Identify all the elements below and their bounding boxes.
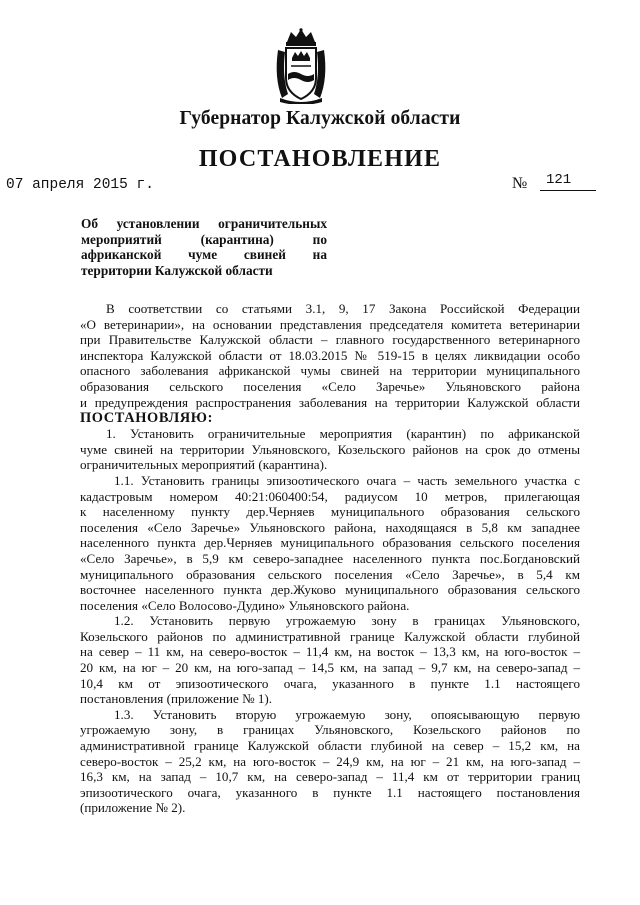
- body-line: (приложение № 2).: [80, 800, 186, 816]
- body-line: чуме свиней на территории Ульяновского, Козельского районов на срок до отмены: [80, 441, 580, 457]
- clause-1: [80, 426, 580, 473]
- document-subject: [81, 216, 327, 278]
- body-line: 1.2. Установить первую угрожаемую зону в границах Ульяновского,: [114, 613, 580, 629]
- subject-line: мероприятий (карантина) по: [81, 231, 327, 247]
- body-line: 1.1. Установить границы эпизоотического очага – часть земельного участка с: [114, 472, 580, 488]
- preamble-paragraph: [80, 301, 580, 410]
- body-line: и предупреждения распространения заболевания на территории Калужской области: [80, 394, 580, 410]
- clause-1-2: [80, 613, 580, 707]
- clause-1-1: [80, 473, 580, 613]
- body-line: поселения «Село Заречье» Ульяновского района, находящаяся в 5,8 км западнее: [80, 519, 580, 535]
- body-line: «Село Заречье», в 5,9 км северо-западнее населенного пункта пос.Богдановский: [80, 550, 580, 566]
- body-line: кадастровым номером 40:21:060400:54, радиусом 10 метров, прилегающая: [80, 488, 580, 504]
- body-line: «О ветеринарии», на основании представления председателя комитета ветеринарии: [80, 316, 580, 332]
- body-line: постановления (приложение № 1).: [80, 691, 273, 707]
- subject-line: Об установлении ограничительных: [81, 216, 327, 231]
- body-line: населенного пункта дер.Черняев муниципального образования сельского поселения: [80, 535, 580, 551]
- body-line: восточнее населенного пункта дер.Жуково муниципального образования сельского: [80, 582, 580, 598]
- body-line: 20 км, на юг – 20 км, на юго-запад – 14,5 км, на запад – 9,7 км, на северо-запад –: [80, 660, 580, 676]
- body-line: на север – 11 км, на северо-восток – 11,4 км, на восток – 13,3 км, на юго-восток –: [80, 644, 580, 660]
- body-line: при Правительстве Калужской области – главного государственного ветеринарного: [80, 332, 580, 348]
- body-line: 16,3 км, на запад – 10,7 км, на северо-запад – 11,4 км от территории границ: [80, 769, 580, 785]
- body-line: ограничительных мероприятий (карантина).: [80, 457, 328, 473]
- body-line: 1. Установить ограничительные мероприятия (карантин) по африканской: [106, 426, 580, 442]
- body-line: 1.3. Установить вторую угрожаемую зону, опоясывающую первую: [114, 706, 580, 722]
- body-line: административной границе Калужской области глубиной на север – 15,2 км, на: [80, 738, 580, 754]
- clause-1-3: [80, 707, 580, 816]
- body-line: к населенному пункту дер.Черняев муниципального образования сельского: [80, 504, 580, 520]
- document-date: 07 апреля 2015 г.: [6, 177, 154, 193]
- body-line: 10,4 км от эпизоотического очага, указанного в пункте 1.1 настоящего: [80, 675, 580, 691]
- body-line: опасного заболевания африканской чумы свиней на территории муниципального: [80, 363, 580, 379]
- body-line: образования сельского поселения «Село Заречье» Ульяновского района: [80, 378, 580, 394]
- subject-line: африканской чуме свиней на: [81, 247, 327, 263]
- document-body: [80, 301, 580, 816]
- document-number: 121: [540, 172, 596, 191]
- decree-word: ПОСТАНОВЛЯЮ:: [80, 410, 213, 427]
- body-line: эпизоотического очага, указанного в пункте 1.1 настоящего постановления: [80, 784, 580, 800]
- document-number-field: [512, 172, 596, 193]
- kaluga-coat-of-arms-icon: [272, 28, 330, 104]
- document-type-title: ПОСТАНОВЛЕНИЕ: [198, 146, 442, 172]
- body-line: муниципального образования сельского поселения «Село Заречье», в 5,4 км: [80, 566, 580, 582]
- body-line: угрожаемую зону, в границах Ульяновского, Козельского районов по: [80, 722, 580, 738]
- authority-title: Губернатор Калужской области: [179, 108, 461, 129]
- body-line: инспектора Калужской области от 18.03.2015 № 519-15 в целях ликвидации особо: [80, 347, 580, 363]
- body-line: поселения «Село Волосово-Дудино» Ульяновского района.: [80, 597, 410, 613]
- subject-line: территории Калужской области: [81, 262, 273, 278]
- number-sign: №: [512, 175, 528, 192]
- body-line: северо-восток – 25,2 км, на юго-восток – 24,9 км, на юг – 21 км, на юго-запад –: [80, 753, 580, 769]
- body-line: Козельского районов по административной границе Калужской области глубиной: [80, 628, 580, 644]
- body-line: В соответствии со статьями 3.1, 9, 17 Закона Российской Федерации: [106, 301, 580, 316]
